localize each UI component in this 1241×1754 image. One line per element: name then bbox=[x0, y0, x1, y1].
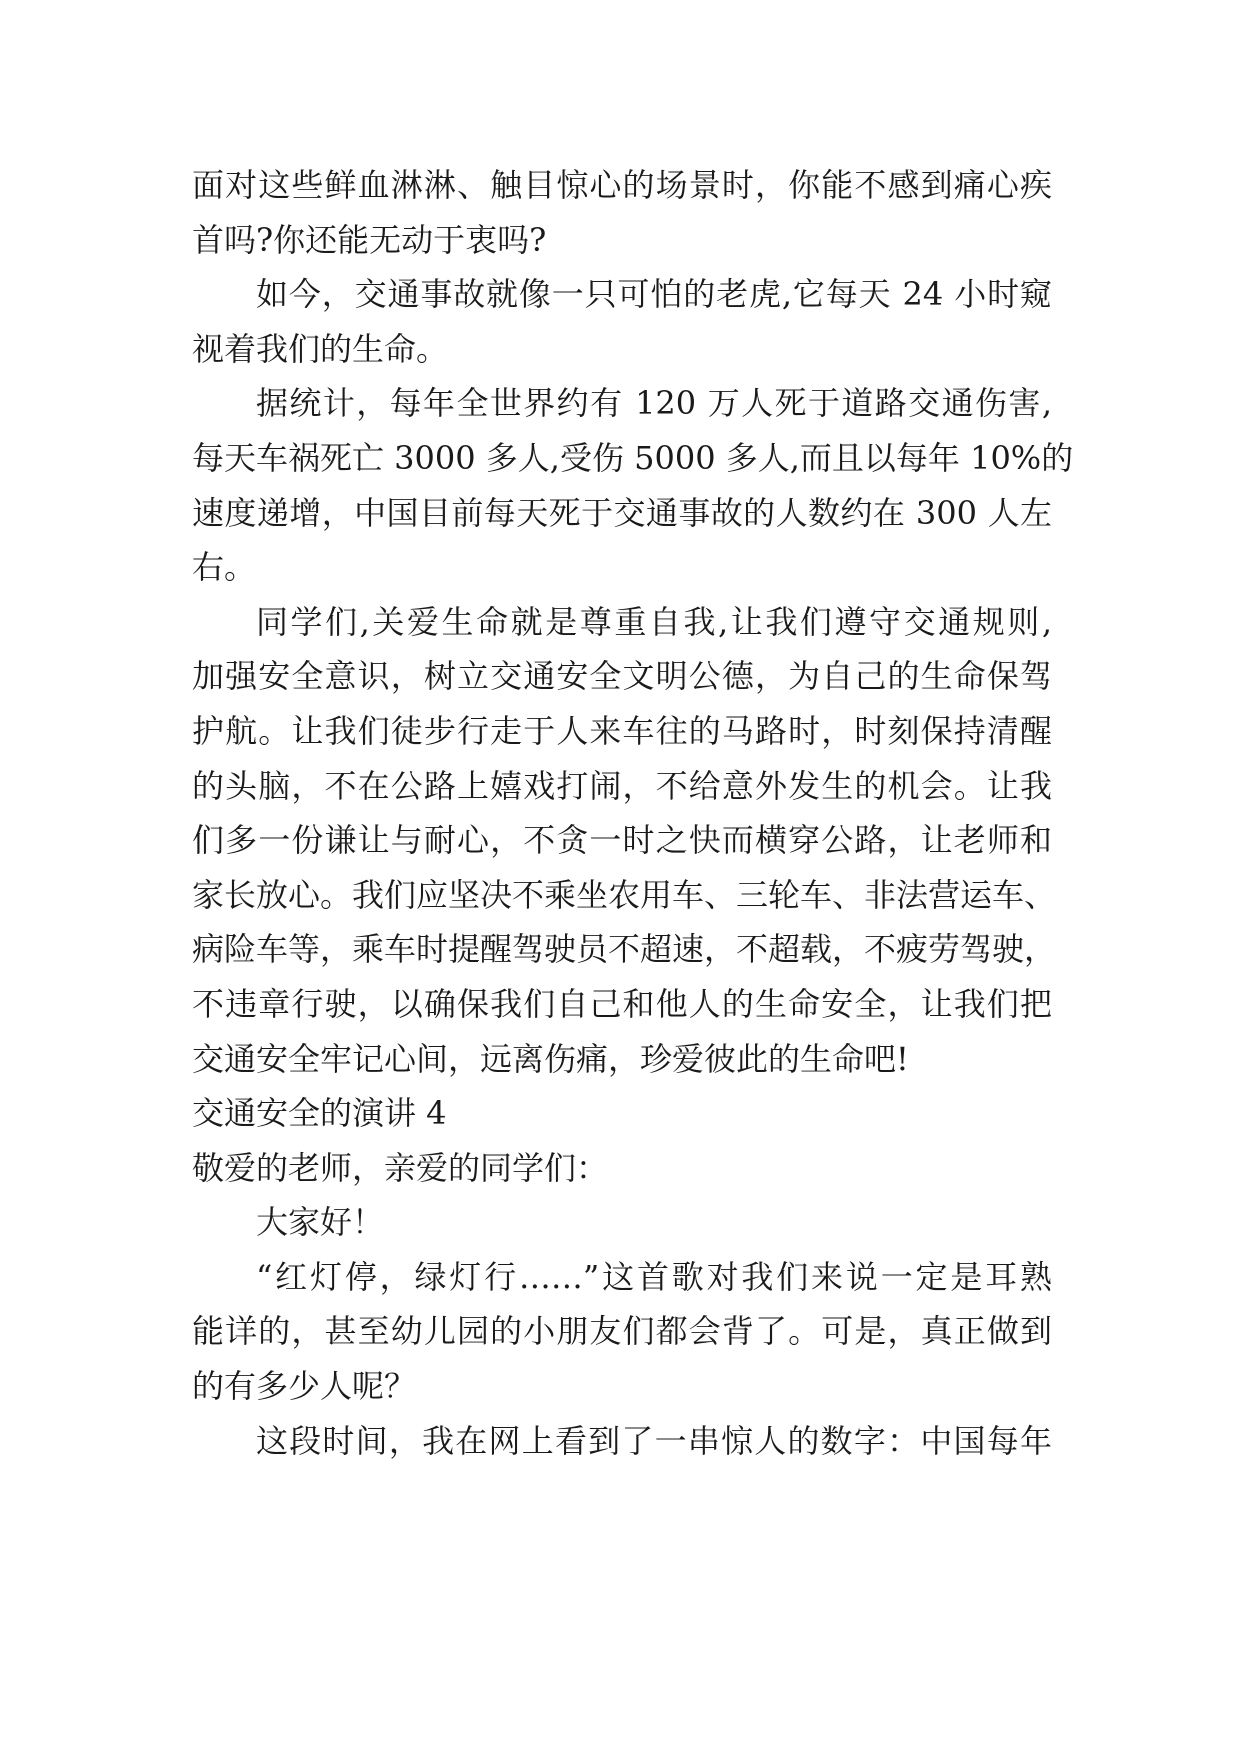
text-line: 的有多少人呢？ bbox=[192, 1367, 417, 1406]
text-line: 病险车等，乘车时提醒驾驶员不超速，不超载，不疲劳驾驶， bbox=[192, 930, 1057, 969]
text-line: 交通安全的演讲 4 bbox=[192, 1094, 447, 1133]
text-line: 不违章行驶，以确保我们自己和他人的生命安全，让我们把 bbox=[192, 984, 1052, 1023]
text-line: 每天车祸死亡 3000 多人,受伤 5000 多人,而且以每年 10%的 bbox=[192, 438, 1074, 477]
text-line: 据统计，每年全世界约有 120 万人死于道路交通伤害, bbox=[256, 384, 1052, 423]
text-line: 同学们,关爱生命就是尊重自我,让我们遵守交通规则, bbox=[256, 602, 1052, 641]
text-line: 这段时间，我在网上看到了一串惊人的数字：中国每年 bbox=[256, 1421, 1052, 1460]
document-body bbox=[192, 158, 1074, 1468]
text-line: 护航。让我们徒步行走于人来车往的马路时，时刻保持清醒 bbox=[192, 711, 1052, 750]
text-line: 面对这些鲜血淋淋、触目惊心的场景时，你能不感到痛心疾 bbox=[192, 166, 1052, 204]
text-line: 速度递增，中国目前每天死于交通事故的人数约在 300 人左 bbox=[192, 493, 1052, 532]
text-line: 们多一份谦让与耐心，不贪一时之快而横穿公路，让老师和 bbox=[192, 821, 1052, 860]
text-line: 的头脑，不在公路上嬉戏打闹，不给意外发生的机会。让我 bbox=[192, 766, 1052, 805]
text-line: 交通安全牢记心间，远离伤痛，珍爱彼此的生命吧! bbox=[192, 1039, 909, 1078]
text-line: 如今，交通事故就像一只可怕的老虎,它每天 24 小时窥 bbox=[256, 275, 1052, 314]
text-line: 首吗?你还能无动于衷吗? bbox=[192, 220, 547, 259]
text-line: 右。 bbox=[192, 548, 257, 587]
text-line: 能详的，甚至幼儿园的小朋友们都会背了。可是，真正做到 bbox=[192, 1312, 1052, 1351]
text-line: 家长放心。我们应坚决不乘坐农用车、三轮车、非法营运车、 bbox=[192, 875, 1057, 914]
text-line: 大家好！ bbox=[256, 1203, 385, 1242]
text-line: “红灯停，绿灯行……”这首歌对我们来说一定是耳熟 bbox=[256, 1257, 1052, 1296]
text-line: 视着我们的生命。 bbox=[192, 329, 449, 368]
text-line: 加强安全意识，树立交通安全文明公德，为自己的生命保驾 bbox=[192, 657, 1052, 696]
text-line: 敬爱的老师，亲爱的同学们： bbox=[192, 1148, 609, 1187]
